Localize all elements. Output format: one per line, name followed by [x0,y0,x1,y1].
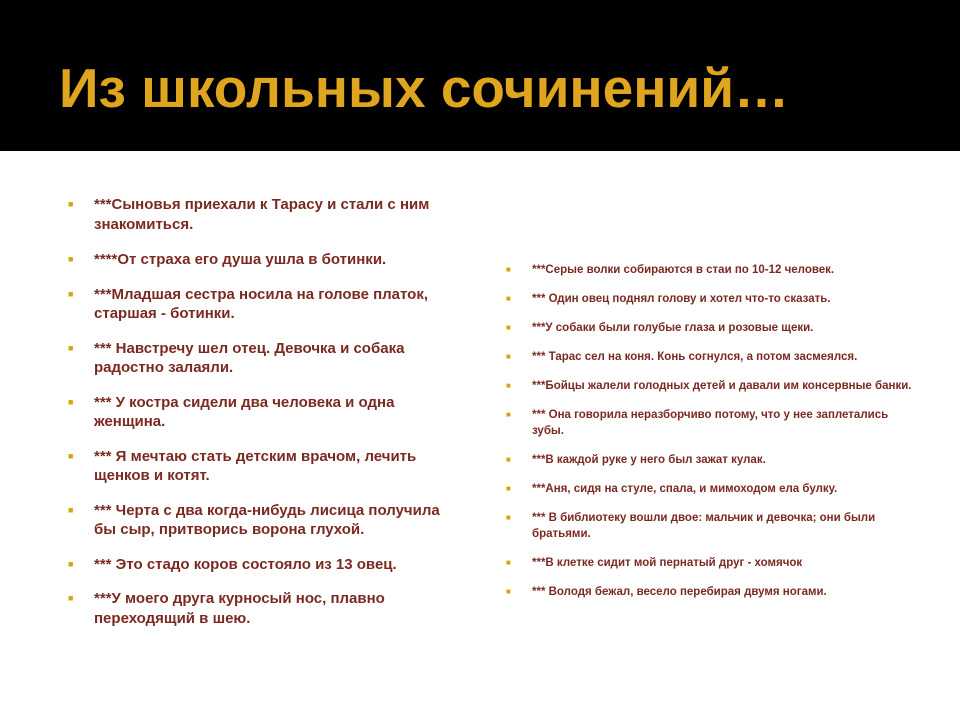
title-bar [0,0,960,151]
list-item [68,195,458,234]
square-bullet-icon: ■ [68,558,74,569]
square-bullet-icon: ■ [68,450,74,461]
square-bullet-icon: ■ [68,288,74,299]
square-bullet-icon: ■ [506,513,511,522]
square-bullet-icon: ■ [68,199,74,209]
list-item-text: *** Володя бежал, весело перебирая двумя ногами. [532,586,827,598]
list-item [506,349,916,365]
list-item-text: ***Аня, сидя на стуле, спала, и мимоходом ела булку. [532,483,838,495]
square-bullet-icon: ■ [506,323,511,332]
list-item-text: ***Бойцы жалели голодных детей и давали им консервные банки. [532,380,912,392]
square-bullet-icon: ■ [506,352,511,361]
list-item-text: ***В каждой руке у него был зажат кулак. [532,454,766,466]
square-bullet-icon: ■ [506,484,511,493]
list-item [68,285,458,324]
list-item [68,339,458,378]
square-bullet-icon: ■ [506,455,511,464]
list-item [506,407,916,439]
square-bullet-icon: ■ [68,254,74,264]
list-item [506,510,916,542]
list-item-text: *** У костра сидели два человека и одна женщина. [94,393,395,430]
list-item [68,589,458,628]
list-item-text: *** Навстречу шел отец. Девочка и собака радостно залаяли. [94,339,405,376]
list-item-text: ***В клетке сидит мой пернатый друг - хомячок [532,557,803,569]
list-item-text: *** Один овец поднял голову и хотел что-то сказать. [532,293,831,305]
list-item [506,555,916,571]
square-bullet-icon: ■ [68,396,74,407]
square-bullet-icon: ■ [68,593,74,603]
list-item-text: ****От страха его душа ушла в ботинки. [94,251,387,268]
square-bullet-icon: ■ [506,587,511,596]
list-item [68,250,458,270]
slide-title: Из школьных сочинений… [59,57,790,119]
list-item-text: ***Серые волки собираются в стаи по 10-12 человек. [532,264,835,276]
list-item-text: *** Это стадо коров состояло из 13 овец. [94,555,397,573]
list-item [506,584,916,600]
list-item-text: ***У моего друга курносый нос, плавно переходящий в шею. [94,590,385,627]
list-item-text: *** В библиотеку вошли двое: мальчик и девочка; они были братьями. [532,512,876,540]
list-item [506,320,916,336]
list-item-text: *** Она говорила неразборчиво потому, что у нее заплетались зубы. [532,409,889,437]
square-bullet-icon: ■ [68,342,74,353]
list-item [68,555,458,575]
list-item-text: *** Тарас сел на коня. Конь согнулся, а потом засмеялся. [532,351,858,363]
list-item-text: ***Сыновья приехали к Тарасу и стали с ним знакомиться. [94,196,430,233]
list-item-text: *** Я мечтаю стать детским врачом, лечить щенков и котят. [94,447,417,484]
list-item [68,447,458,486]
square-bullet-icon: ■ [506,410,511,419]
list-item [506,291,916,307]
square-bullet-icon: ■ [506,558,511,567]
list-item-text: ***У собаки были голубые глаза и розовые щеки. [532,322,814,334]
list-item [68,501,458,540]
list-item-text: ***Младшая сестра носила на голове платок, старшая - ботинки. [94,285,428,322]
square-bullet-icon: ■ [506,265,511,274]
list-item [68,393,458,432]
square-bullet-icon: ■ [506,381,511,390]
list-item [506,262,916,278]
square-bullet-icon: ■ [506,294,511,303]
right-column-list [506,262,916,600]
left-column-list [68,195,458,628]
list-item [506,378,916,394]
list-item [506,481,916,497]
square-bullet-icon: ■ [68,504,74,515]
list-item [506,452,916,468]
list-item-text: *** Черта с два когда-нибудь лисица получила бы сыр, притворись ворона глухой. [94,501,440,538]
